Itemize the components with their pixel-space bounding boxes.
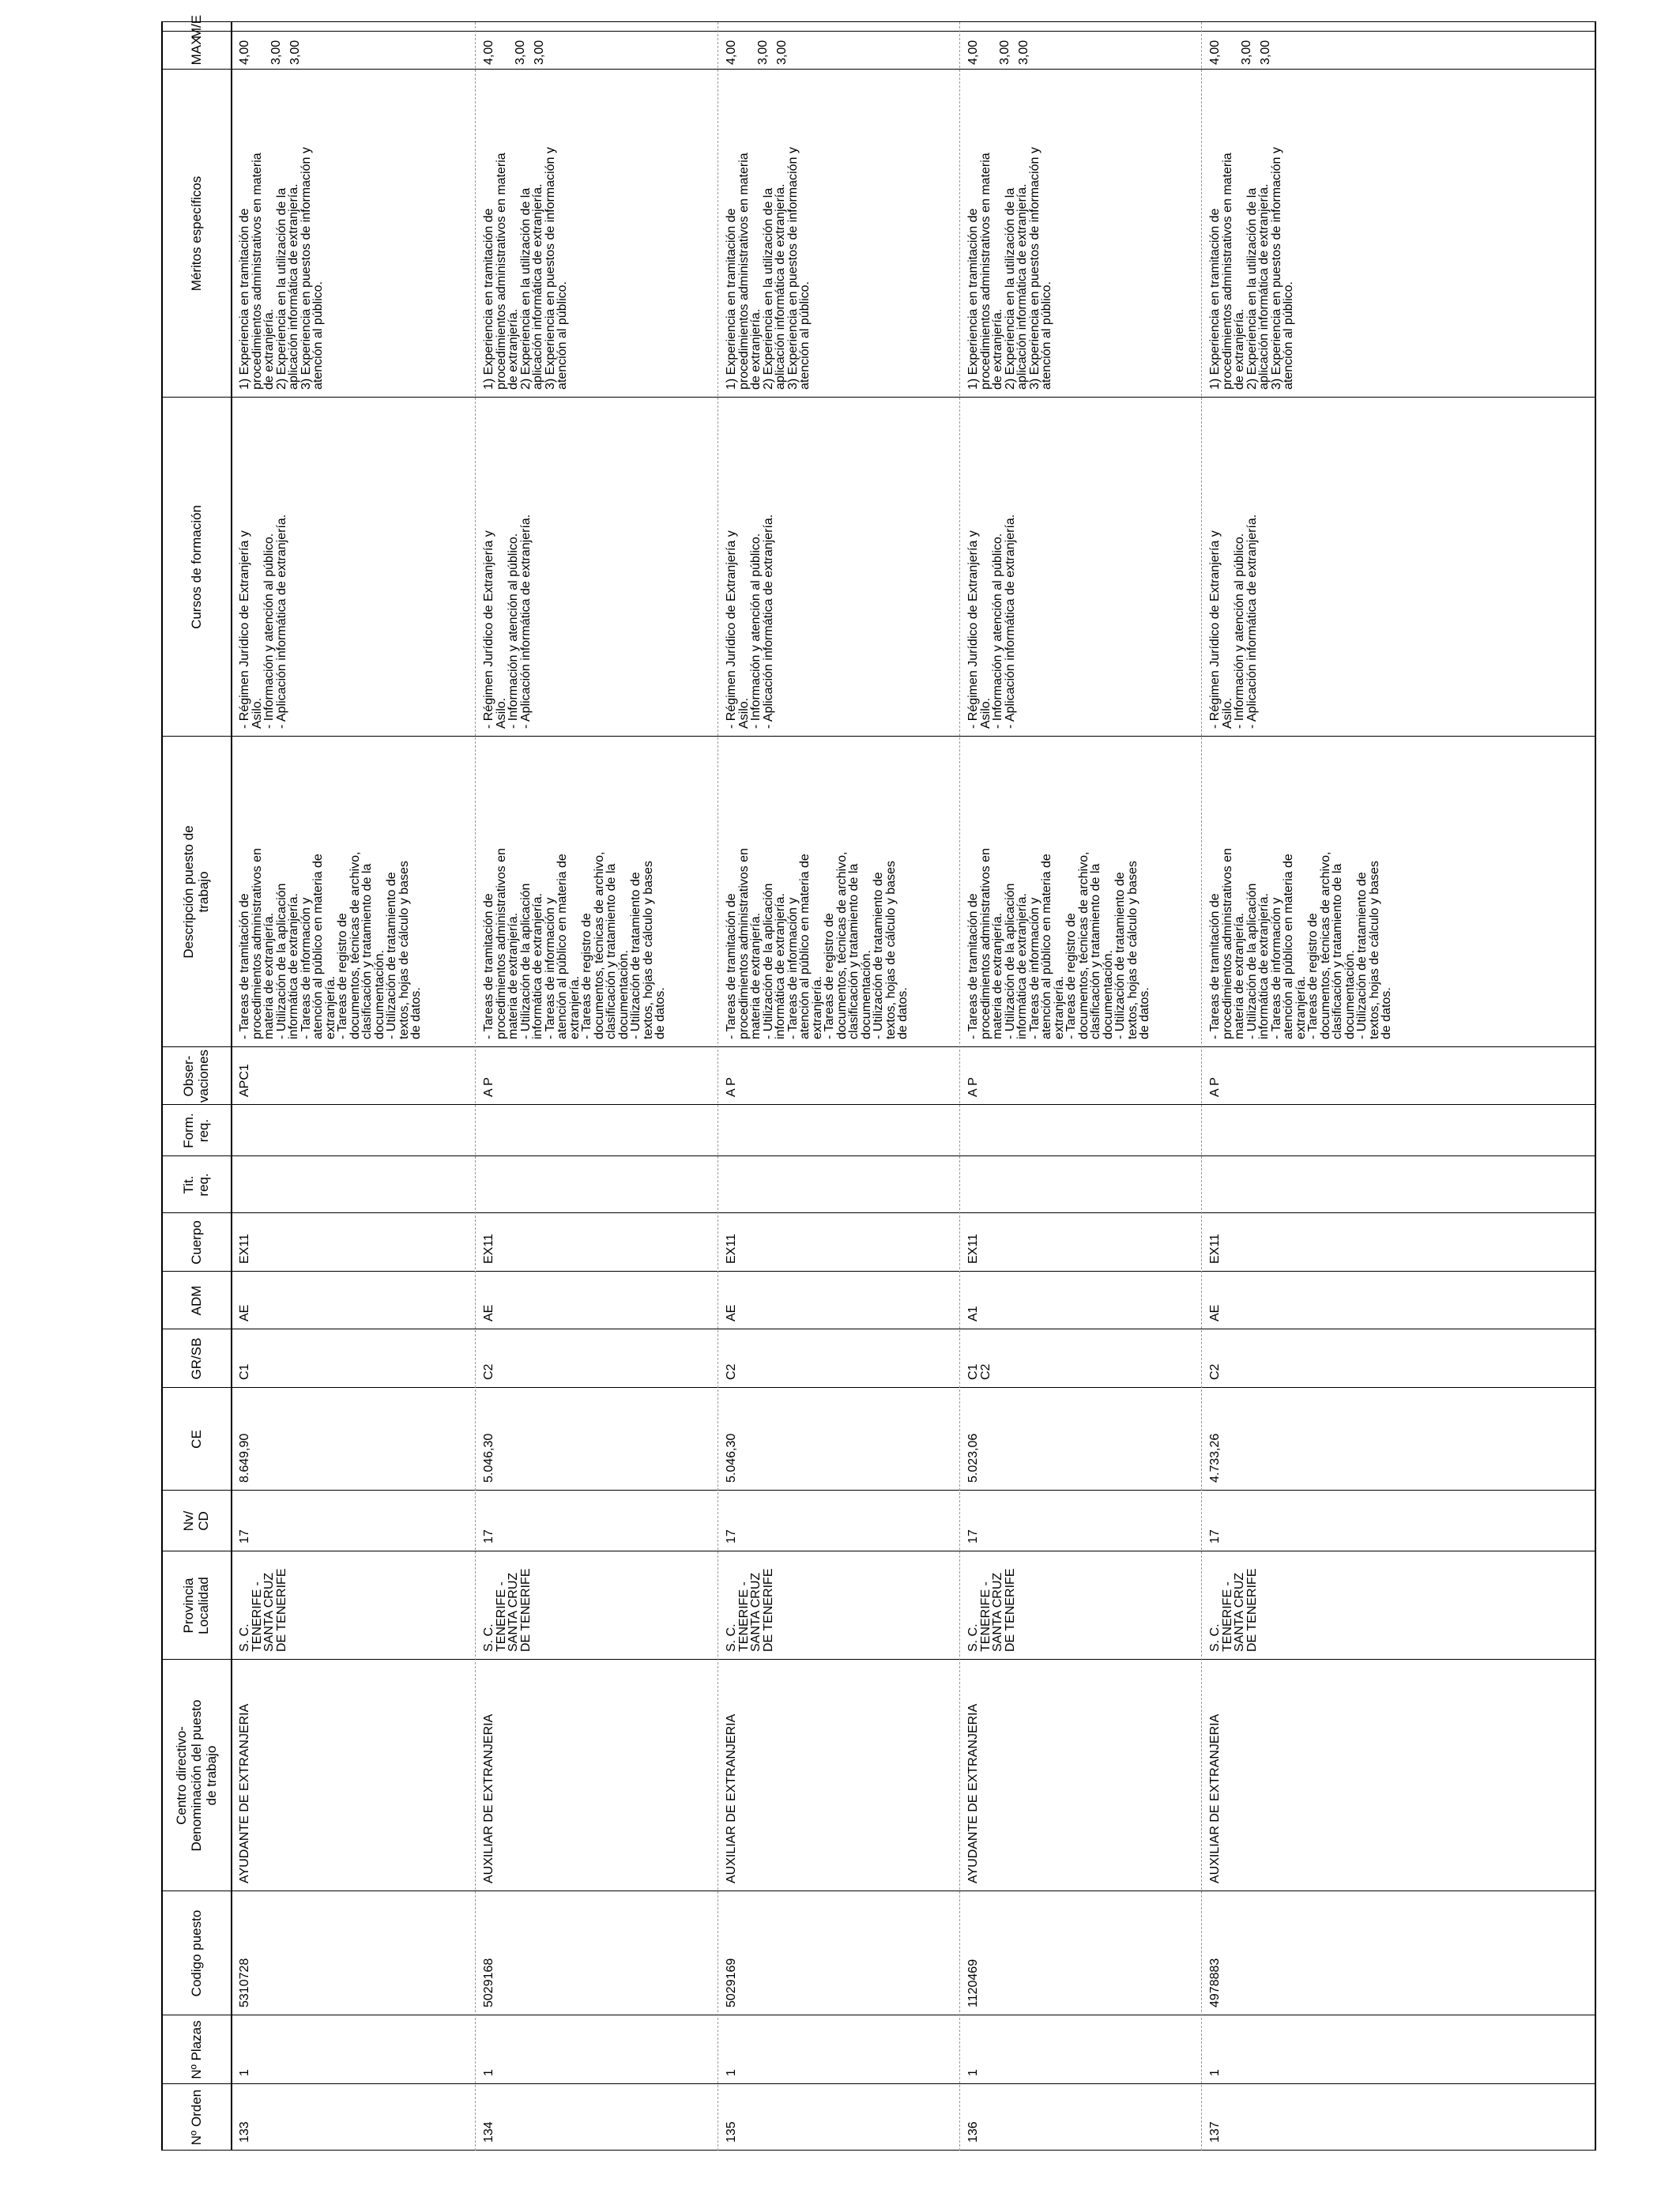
cell-descripcion: - Tareas de tramitación de procedimientos administrativos en materia de extranjería. - Utilización de la aplicación informática de extranjería. - Tareas de información y atención al público en materia de extranjería. - Tareas de registro de documentos, técnicas de archivo, clasificación y tratamiento de la documentación. - Utilización de tratamiento de textos, hojas de cálculo y bases de datos. [966,848,1151,1039]
max-score: 3,00 [288,40,302,65]
header-centro: Centro directivo- Denominación del puesto de trabajo [173,1699,219,1852]
header-descripcion: Descripción puesto de trabajo [181,825,211,959]
cell-orden: 137 [1208,2121,1222,2143]
cell-cuerpo: EX11 [966,1234,980,1264]
header-plazas: Nº Plazas [188,2020,204,2079]
cell-nivel: 17 [725,1529,738,1544]
header-provincia: Provincia Localidad [181,1577,211,1634]
max-score: 3,00 [533,40,546,65]
cell-ce: 5.046,30 [725,1433,738,1483]
cell-cursos: - Régimen Jurídico de Extranjería y Asilo. - Información y atención al público. - Aplicación informática de extranjería. [238,514,288,729]
cell-orden: 133 [238,2121,251,2143]
cell-nivel: 17 [1208,1529,1222,1544]
cell-cuerpo: EX11 [482,1234,495,1264]
cell-grupo: C2 [725,1363,738,1380]
cell-nivel: 17 [238,1529,251,1544]
cell-nivel: 17 [482,1529,495,1544]
max-score: 3,00 [998,40,1011,65]
cell-grupo: C1 [238,1363,251,1380]
cell-centro: AUXILIAR DE EXTRANJERIA [1208,1713,1222,1883]
table-row [959,22,1201,2151]
cell-observaciones: A P [1208,1077,1222,1097]
cell-ce: 5.046,30 [482,1433,495,1483]
max-score: 3,00 [1240,40,1253,65]
header-cursos: Cursos de formación [188,505,204,629]
table-row [718,22,959,2151]
cell-adm: AE [1208,1304,1222,1321]
cell-centro: AYUDANTE DE EXTRANJERIA [238,1703,251,1883]
cell-provincia: S. C. TENERIFE - SANTA CRUZ DE TENERIFE [725,1568,775,1652]
cell-plazas: 1 [482,2069,495,2076]
cell-descripcion: - Tareas de tramitación de procedimientos administrativos en materia de extranjería. - Utilización de la aplicación informática de extranjería. - Tareas de información y atención al público en materia de extranjería. - Tareas de registro de documentos, técnicas de archivo, clasificación y tratamiento de la documentación. - Utilización de tratamiento de textos, hojas de cálculo y bases de datos. [482,848,667,1039]
header-ce: CE [188,1430,204,1449]
cell-cuerpo: EX11 [1208,1234,1222,1264]
cell-cuerpo: EX11 [238,1234,251,1264]
positions-table [161,14,1596,2151]
cell-observaciones: APC1 [238,1064,251,1097]
max-score: 3,00 [1259,40,1272,65]
max-score: 4,00 [966,40,980,65]
cell-codigo: 5029169 [725,1958,738,2007]
cell-ce: 5.023,06 [966,1433,980,1483]
cell-meritos: 1) Experiencia en tramitación de procedimientos administrativos en materia de extranjería. 2) Experiencia en la utilización de la aplicación informática de extranjería. 3) Experiencia en puestos de información y atención al público. [966,147,1053,390]
cell-descripcion: - Tareas de tramitación de procedimientos administrativos en materia de extranjería. - Utilización de la aplicación informática de extranjería. - Tareas de información y atención al público en materia de extranjería. - Tareas de registro de documentos, técnicas de archivo, clasificación y tratamiento de la documentación. - Utilización de tratamiento de textos, hojas de cálculo y bases de datos. [725,848,910,1039]
max-score: 4,00 [238,40,251,65]
cell-meritos: 1) Experiencia en tramitación de procedimientos administrativos en materia de extranjería. 2) Experiencia en la utilización de la aplicación informática de extranjería. 3) Experiencia en puestos de información y atención al público. [482,147,569,390]
header-codigo: Codigo puesto [188,1909,204,1997]
table-row [1201,22,1595,2151]
cell-adm: AE [238,1304,251,1321]
cell-cursos: - Régimen Jurídico de Extranjería y Asilo. - Información y atención al público. - Aplicación informática de extranjería. [482,514,533,729]
cell-cursos: - Régimen Jurídico de Extranjería y Asilo. - Información y atención al público. - Aplicación informática de extranjería. [725,514,775,729]
cell-ce: 8.649,90 [238,1433,251,1483]
cell-centro: AYUDANTE DE EXTRANJERIA [966,1703,980,1883]
max-score: 3,00 [514,40,527,65]
header-max: MAX [188,36,204,66]
cell-plazas: 1 [966,2069,980,2076]
max-score: 3,00 [1017,40,1030,65]
header-orden: Nº Orden [188,2089,204,2146]
max-score: 4,00 [1208,40,1222,65]
header-adm: ADM [188,1285,204,1316]
cell-adm: AE [725,1304,738,1321]
cell-grupo: C1 C2 [966,1363,993,1380]
cell-ce: 4.733,26 [1208,1433,1222,1483]
max-score: 4,00 [482,40,495,65]
table-row [475,22,718,2151]
cell-meritos: 1) Experiencia en tramitación de procedimientos administrativos en materia de extranjería. 2) Experiencia en la utilización de la aplicación informática de extranjería. 3) Experiencia en puestos de información y atención al público. [1208,147,1295,390]
cell-grupo: C2 [1208,1363,1222,1380]
cell-orden: 136 [966,2121,980,2143]
cell-cursos: - Régimen Jurídico de Extranjería y Asilo. - Información y atención al público. - Aplicación informática de extranjería. [966,514,1017,729]
table-rule-2 [1595,22,1596,2151]
header-meritos: Méritos específicos [188,175,204,292]
cell-provincia: S. C. TENERIFE - SANTA CRUZ DE TENERIFE [966,1568,1017,1652]
header-observaciones: Obser- vaciones [181,1049,211,1103]
cell-centro: AUXILIAR DE EXTRANJERIA [725,1713,738,1883]
cell-orden: 134 [482,2121,495,2143]
header-cuerpo: Cuerpo [188,1220,204,1265]
cell-descripcion: - Tareas de tramitación de procedimientos administrativos en materia de extranjería. - Utilización de la aplicación informática de extranjería. - Tareas de información y atención al público en materia de extranjería. - Tareas de registro de documentos, técnicas de archivo, clasificación y tratamiento de la documentación. - Utilización de tratamiento de textos, hojas de cálculo y bases de datos. [238,848,423,1039]
cell-provincia: S. C. TENERIFE - SANTA CRUZ DE TENERIFE [1208,1568,1259,1652]
table-row [231,22,475,2151]
max-score: 3,00 [775,40,789,65]
cell-codigo: 5310728 [238,1958,251,2007]
cell-orden: 135 [725,2121,738,2143]
cell-meritos: 1) Experiencia en tramitación de procedimientos administrativos en materia de extranjería. 2) Experiencia en la utilización de la aplicación informática de extranjería. 3) Experiencia en puestos de información y atención al público. [725,147,812,390]
max-score: 3,00 [269,40,283,65]
header-me: M/E [188,14,204,40]
header-titulacion: Tit. req. [181,1173,211,1197]
max-score: 3,00 [756,40,770,65]
cell-nivel: 17 [966,1529,980,1544]
header-formacion: Form. req. [181,1113,211,1148]
cell-provincia: S. C. TENERIFE - SANTA CRUZ DE TENERIFE [482,1568,533,1652]
cell-centro: AUXILIAR DE EXTRANJERIA [482,1713,495,1883]
cell-cursos: - Régimen Jurídico de Extranjería y Asilo. - Información y atención al público. - Aplicación informática de extranjería. [1208,514,1259,729]
cell-grupo: C2 [482,1363,495,1380]
cell-codigo: 1120469 [966,1958,980,2007]
cell-provincia: S. C. TENERIFE - SANTA CRUZ DE TENERIFE [238,1568,288,1652]
cell-adm: A1 [966,1306,980,1321]
cell-observaciones: A P [725,1077,738,1097]
cell-codigo: 4978883 [1208,1958,1222,2007]
header-nivel: Nv/ CD [181,1510,211,1532]
cell-observaciones: A P [482,1077,495,1097]
cell-plazas: 1 [725,2069,738,2076]
cell-codigo: 5029168 [482,1958,495,2007]
header-grupo: GR/SB [188,1337,204,1380]
cell-meritos: 1) Experiencia en tramitación de procedimientos administrativos en materia de extranjería. 2) Experiencia en la utilización de la aplicación informática de extranjería. 3) Experiencia en puestos de información y atención al público. [238,147,325,390]
cell-observaciones: A P [966,1077,980,1097]
cell-descripcion: - Tareas de tramitación de procedimientos administrativos en materia de extranjería. - Utilización de la aplicación informática de extranjería. - Tareas de información y atención al público en materia de extranjería. - Tareas de registro de documentos, técnicas de archivo, clasificación y tratamiento de la documentación. - Utilización de tratamiento de textos, hojas de cálculo y bases de datos. [1208,848,1393,1039]
cell-cuerpo: EX11 [725,1234,738,1264]
cell-plazas: 1 [238,2069,251,2076]
cell-plazas: 1 [1208,2069,1222,2076]
cell-adm: AE [482,1304,495,1321]
max-score: 4,00 [725,40,738,65]
